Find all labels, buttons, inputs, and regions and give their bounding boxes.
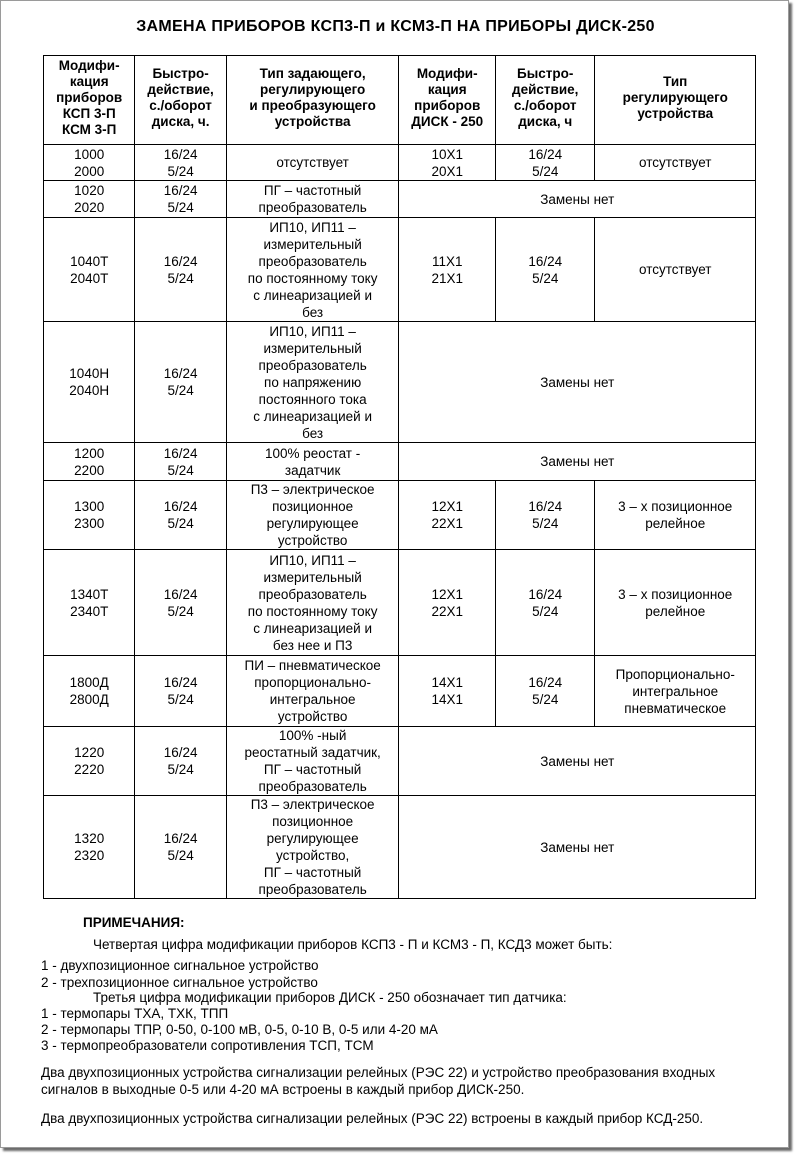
table-header-row (44, 56, 756, 145)
header-line: устройства (274, 114, 351, 129)
header-regulator-type (595, 56, 756, 145)
cell-line: 16/24 (528, 146, 563, 162)
cell-line: 2300 (74, 516, 105, 531)
ksp-speed-cell (135, 443, 226, 481)
disk-modification-cell (399, 481, 495, 550)
cell-line: 2320 (74, 848, 105, 863)
header-line: регулирующего (622, 90, 728, 105)
cell-line: 2040Н (69, 383, 110, 398)
ksp-modification-cell (44, 796, 135, 899)
device-type-cell (226, 443, 399, 481)
cell-line: 14Х1 (431, 692, 463, 707)
note-line: 1 - термопары ТХА, ТХК, ТПП (41, 1006, 229, 1021)
cell-line: по постоянному току (247, 603, 378, 619)
device-type-cell (226, 181, 399, 218)
cell-line: 2220 (74, 762, 105, 777)
header-line: Тип (663, 74, 688, 89)
cell-line: 16/24 (528, 499, 563, 514)
cell-line: 100% -ный (278, 728, 347, 743)
cell-line: преобразователь (258, 882, 367, 897)
cell-line: 22Х1 (431, 516, 463, 531)
cell-line: 16/24 (163, 445, 198, 461)
cell-line: преобразователь (258, 779, 367, 794)
cell-line: отсутствует (276, 155, 349, 170)
cell-line: отсутствует (639, 262, 712, 277)
cell-line: с линеаризацией и (253, 408, 373, 424)
ksp-speed-cell (135, 727, 226, 796)
ksp-modification-cell (44, 443, 135, 481)
cell-line: по постоянному току (247, 270, 378, 286)
header-line: действие, (512, 82, 579, 97)
header-line: приборов (56, 90, 123, 105)
ksp-speed-cell (135, 656, 226, 727)
cell-line: без нее и П3 (272, 637, 353, 653)
table-row (44, 656, 756, 727)
cell-line: 5/24 (167, 270, 194, 286)
header-line: регулирующего (260, 82, 366, 97)
cell-line: 5/24 (167, 200, 194, 215)
cell-line: преобразователь (258, 200, 367, 215)
device-type-cell (226, 550, 399, 656)
header-line: кация (427, 82, 467, 97)
cell-line: 21Х1 (431, 270, 463, 286)
cell-line: 5/24 (167, 163, 194, 179)
ksp-modification-cell (44, 656, 135, 727)
cell-line: 5/24 (167, 516, 194, 531)
cell-line: интегральное (632, 683, 719, 699)
disk-speed-cell (495, 656, 595, 727)
cell-line: регулирующее (266, 516, 359, 531)
cell-line: 1340Т (70, 586, 109, 602)
cell-line: 5/24 (167, 762, 194, 777)
cell-line: 5/24 (532, 603, 559, 619)
cell-line: 100% реостат - (265, 445, 361, 461)
cell-line: без (302, 425, 324, 441)
cell-line: 5/24 (532, 270, 559, 286)
ksp-modification-cell (44, 481, 135, 550)
header-line: с./оборот (149, 98, 212, 113)
header-line: с./оборот (513, 98, 577, 113)
cell-line: преобразователь (258, 357, 367, 373)
note-line: 3 - термопреобразователи сопротивления ТСП, ТСМ (41, 1038, 374, 1053)
ksp-speed-cell (135, 218, 226, 322)
disk-modification-cell (399, 145, 495, 181)
cell-line: 11Х1 (431, 253, 463, 269)
disk-speed-cell (495, 145, 595, 181)
disk-speed-cell (495, 550, 595, 656)
note-line: 1 - двухпозиционное сигнальное устройство (41, 958, 319, 973)
cell-line: 1040Т (70, 253, 109, 269)
ksp-modification-cell (44, 322, 135, 443)
replacement-table (43, 55, 756, 899)
cell-line: 1220 (74, 745, 105, 760)
note-paragraph: сигналов в выходные 0-5 или 4-20 мА встроены в каждый прибор ДИСК-250. (41, 1082, 525, 1097)
table-row (44, 550, 756, 656)
cell-line: 5/24 (532, 692, 559, 707)
note-line: Третья цифра модификации приборов ДИСК - 250 обозначает тип датчика: (93, 990, 567, 1005)
table-row (44, 322, 756, 443)
cell-line: преобразователь (258, 253, 367, 269)
cell-line: релейное (645, 603, 706, 619)
ksp-speed-cell (135, 796, 226, 899)
header-line: кация (69, 74, 109, 89)
header-line: Тип задающего, (259, 66, 366, 81)
note-line: 2 - трехпозиционное сигнальное устройство (41, 975, 318, 990)
cell-line: 2040Т (70, 270, 109, 286)
device-type-cell (226, 218, 399, 322)
table-row (44, 218, 756, 322)
cell-line: пневматическое (624, 700, 727, 716)
table-row (44, 181, 756, 218)
disk-modification-cell (399, 218, 495, 322)
ksp-modification-cell (44, 145, 135, 181)
ksp-modification-cell (44, 181, 135, 218)
header-device-type (226, 56, 399, 145)
cell-line: 16/24 (528, 586, 563, 602)
regulator-type-cell (595, 656, 756, 727)
cell-line: задатчик (284, 462, 341, 478)
cell-line: постоянного тока (258, 391, 367, 407)
cell-line: позиционное (272, 499, 354, 514)
table-row (44, 727, 756, 796)
cell-line: преобразователь (258, 586, 367, 602)
header-line: диска, ч. (151, 114, 210, 129)
header-line: и преобразующего (249, 98, 376, 113)
ksp-speed-cell (135, 145, 226, 181)
device-type-cell (226, 656, 399, 727)
cell-line: отсутствует (639, 155, 712, 170)
note-paragraph: Два двухпозиционных устройства сигнализации релейных (РЭС 22) встроены в каждый прибор КСД-250. (41, 1111, 704, 1126)
table-row (44, 145, 756, 181)
cell-line: Пропорционально- (615, 666, 735, 682)
header-disk-speed (495, 56, 595, 145)
cell-line: 2800Д (69, 692, 109, 707)
cell-line: 1000 (74, 146, 105, 162)
cell-line: 16/24 (163, 366, 198, 381)
cell-line: 16/24 (163, 499, 198, 514)
cell-line: П3 – электрическое (250, 797, 375, 812)
regulator-type-cell (595, 145, 756, 181)
cell-line: 2000 (74, 163, 105, 179)
cell-line: 1040Н (69, 366, 110, 381)
notes-title: ПРИМЕЧАНИЯ: (83, 915, 185, 930)
ksp-speed-cell (135, 481, 226, 550)
cell-line: устройство (277, 709, 348, 724)
ksp-modification-cell (44, 218, 135, 322)
table-row (44, 796, 756, 899)
cell-line: 12Х1 (431, 586, 463, 602)
device-type-cell (226, 322, 399, 443)
cell-line: 3 – х позиционное (618, 586, 733, 602)
cell-line: 1320 (74, 831, 105, 846)
cell-line: 5/24 (167, 462, 194, 478)
cell-line: 12Х1 (431, 499, 463, 514)
cell-line: измерительный (263, 569, 362, 585)
header-ksp-modification (44, 56, 135, 145)
cell-line: регулирующее (266, 831, 359, 846)
cell-line: интегральное (269, 692, 356, 707)
note-paragraph: Два двухпозиционных устройства сигнализации релейных (РЭС 22) и устройство преобразования входных (41, 1065, 716, 1080)
device-type-cell (226, 145, 399, 181)
cell-line: П3 – электрическое (250, 482, 375, 497)
cell-line: ИП10, ИП11 – (269, 323, 356, 339)
cell-line: 5/24 (532, 163, 559, 179)
note-line: Четвертая цифра модификации приборов КСП3 - П и КСМ3 - П, КСД3 может быть: (93, 937, 613, 952)
header-line: диска, ч (518, 114, 573, 129)
cell-line: 5/24 (167, 848, 194, 863)
regulator-type-cell (595, 218, 756, 322)
disk-speed-cell (495, 481, 595, 550)
header-line: Быстро- (517, 66, 574, 81)
header-line: Модифи- (58, 58, 120, 73)
no-replacement-cell: Замены нет (399, 181, 756, 218)
cell-line: 2200 (74, 462, 105, 478)
header-line: Модифи- (416, 66, 478, 81)
cell-line: 1200 (74, 445, 105, 461)
cell-line: 16/24 (528, 253, 563, 269)
header-disk-modification (399, 56, 495, 145)
header-line: устройства (637, 106, 714, 121)
cell-line: ИП10, ИП11 – (269, 219, 356, 235)
cell-line: 5/24 (532, 516, 559, 531)
regulator-type-cell (595, 481, 756, 550)
cell-line: ПГ – частотный (263, 762, 362, 777)
ksp-speed-cell (135, 550, 226, 656)
table-row (44, 481, 756, 550)
cell-line: 5/24 (167, 603, 194, 619)
device-type-cell (226, 727, 399, 796)
cell-line: реостатный задатчик, (244, 745, 381, 760)
cell-line: пропорционально- (254, 675, 372, 690)
ksp-modification-cell (44, 727, 135, 796)
note-line: 2 - термопары ТПР, 0-50, 0-100 мВ, 0-5, 0-10 В, 0-5 или 4-20 мА (41, 1022, 438, 1037)
header-line: КСП 3-П (62, 106, 116, 121)
cell-line: 2020 (74, 200, 105, 215)
cell-line: ПГ – частотный (263, 183, 362, 198)
header-line: действие, (147, 82, 214, 97)
cell-line: 20Х1 (431, 163, 463, 179)
cell-line: измерительный (263, 340, 362, 356)
cell-line: 1020 (74, 183, 105, 198)
header-line: приборов (414, 98, 481, 113)
cell-line: с линеаризацией и (253, 620, 373, 636)
cell-line: устройство, (275, 848, 350, 863)
cell-line: устройство (277, 533, 348, 548)
no-replacement-cell: Замены нет (399, 727, 756, 796)
cell-line: 5/24 (167, 692, 194, 707)
cell-line: 1300 (74, 499, 105, 514)
cell-line: ПИ – пневматическое (244, 658, 381, 673)
page-title: ЗАМЕНА ПРИБОРОВ КСП3-П и КСМ3-П НА ПРИБОРЫ ДИСК-250 (136, 18, 655, 35)
no-replacement-cell: Замены нет (399, 322, 756, 443)
cell-line: 16/24 (163, 831, 198, 846)
cell-line: 3 – х позиционное (618, 499, 733, 514)
no-replacement-cell: Замены нет (399, 443, 756, 481)
ksp-speed-cell (135, 322, 226, 443)
ksp-speed-cell (135, 181, 226, 218)
no-replacement-cell: Замены нет (399, 796, 756, 899)
cell-line: 22Х1 (431, 603, 463, 619)
cell-line: 14Х1 (431, 675, 463, 690)
cell-line: 1800Д (69, 675, 109, 690)
cell-line: по напряжению (264, 374, 362, 390)
header-line: КСМ 3-П (62, 122, 117, 137)
regulator-type-cell (595, 550, 756, 656)
device-type-cell (226, 796, 399, 899)
header-line: ДИСК - 250 (411, 114, 484, 129)
header-line: Быстро- (152, 66, 209, 81)
disk-modification-cell (399, 656, 495, 727)
cell-line: 16/24 (163, 183, 198, 198)
cell-line: 2340Т (70, 603, 109, 619)
cell-line: 16/24 (163, 586, 198, 602)
disk-speed-cell (495, 218, 595, 322)
cell-line: ПГ – частотный (263, 865, 362, 880)
cell-line: 5/24 (167, 383, 194, 398)
cell-line: 10Х1 (431, 146, 463, 162)
cell-line: 16/24 (528, 675, 563, 690)
cell-line: 16/24 (163, 146, 198, 162)
table-row (44, 443, 756, 481)
cell-line: позиционное (272, 814, 354, 829)
disk-modification-cell (399, 550, 495, 656)
cell-line: измерительный (263, 236, 362, 252)
cell-line: 16/24 (163, 745, 198, 760)
cell-line: с линеаризацией и (253, 287, 373, 303)
cell-line: 16/24 (163, 253, 198, 269)
cell-line: ИП10, ИП11 – (269, 552, 356, 568)
device-type-cell (226, 481, 399, 550)
cell-line: без (302, 304, 324, 320)
cell-line: релейное (645, 516, 706, 531)
cell-line: 16/24 (163, 675, 198, 690)
ksp-modification-cell (44, 550, 135, 656)
header-ksp-speed (135, 56, 226, 145)
